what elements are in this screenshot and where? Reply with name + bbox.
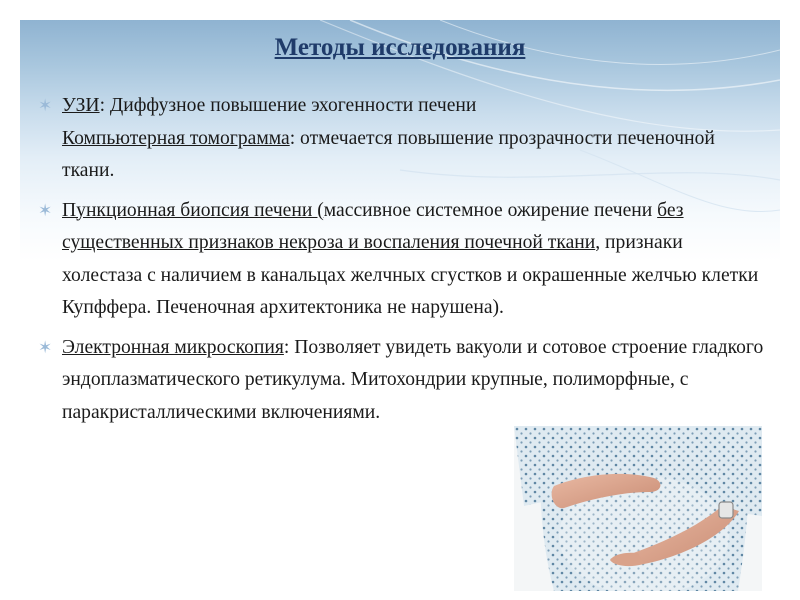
item-text: , признаки холестаза с наличием в канальцах желчных сгустков и окрашенные желчью клетки Купффера. Печеночная архитектоника не нарушена). <box>62 232 759 318</box>
term-uzi: УЗИ <box>62 95 100 116</box>
list-item-uzi <box>38 90 767 123</box>
item-text: : отмечается повышение прозрачности печеночной ткани. <box>62 127 715 181</box>
item-text: : Позволяет увидеть вакуоли и сотовое строение гладкого эндоплазматического ретикулума. Митохондрии крупные, полиморфные, с паракристаллическими включениями. <box>62 336 764 423</box>
term-microscopy: Электронная микроскопия <box>62 336 284 358</box>
list-item-ct <box>42 123 767 188</box>
term-ct: Компьютерная томограмма <box>62 127 290 149</box>
pregnant-woman-photo <box>514 426 762 591</box>
star-bullet-icon: ✶ <box>38 200 53 220</box>
term-biopsy: Пункционная биопсия печени ( <box>62 199 324 221</box>
list-item-biopsy <box>38 195 767 325</box>
bullet-list <box>38 90 767 436</box>
slide-title: Методы исследования <box>274 34 526 61</box>
star-bullet-icon: ✶ <box>38 337 53 357</box>
item-text: : Диффузное повышение эхогенности печени <box>99 95 477 116</box>
slide <box>20 20 780 595</box>
star-bullet-icon: ✶ <box>38 96 53 115</box>
item-text: массивное системное ожирение печени <box>323 199 658 221</box>
list-item-microscopy <box>38 332 767 430</box>
term-no-necrosis: без существенных признаков некроза и воспаления почечной ткани <box>62 199 684 253</box>
